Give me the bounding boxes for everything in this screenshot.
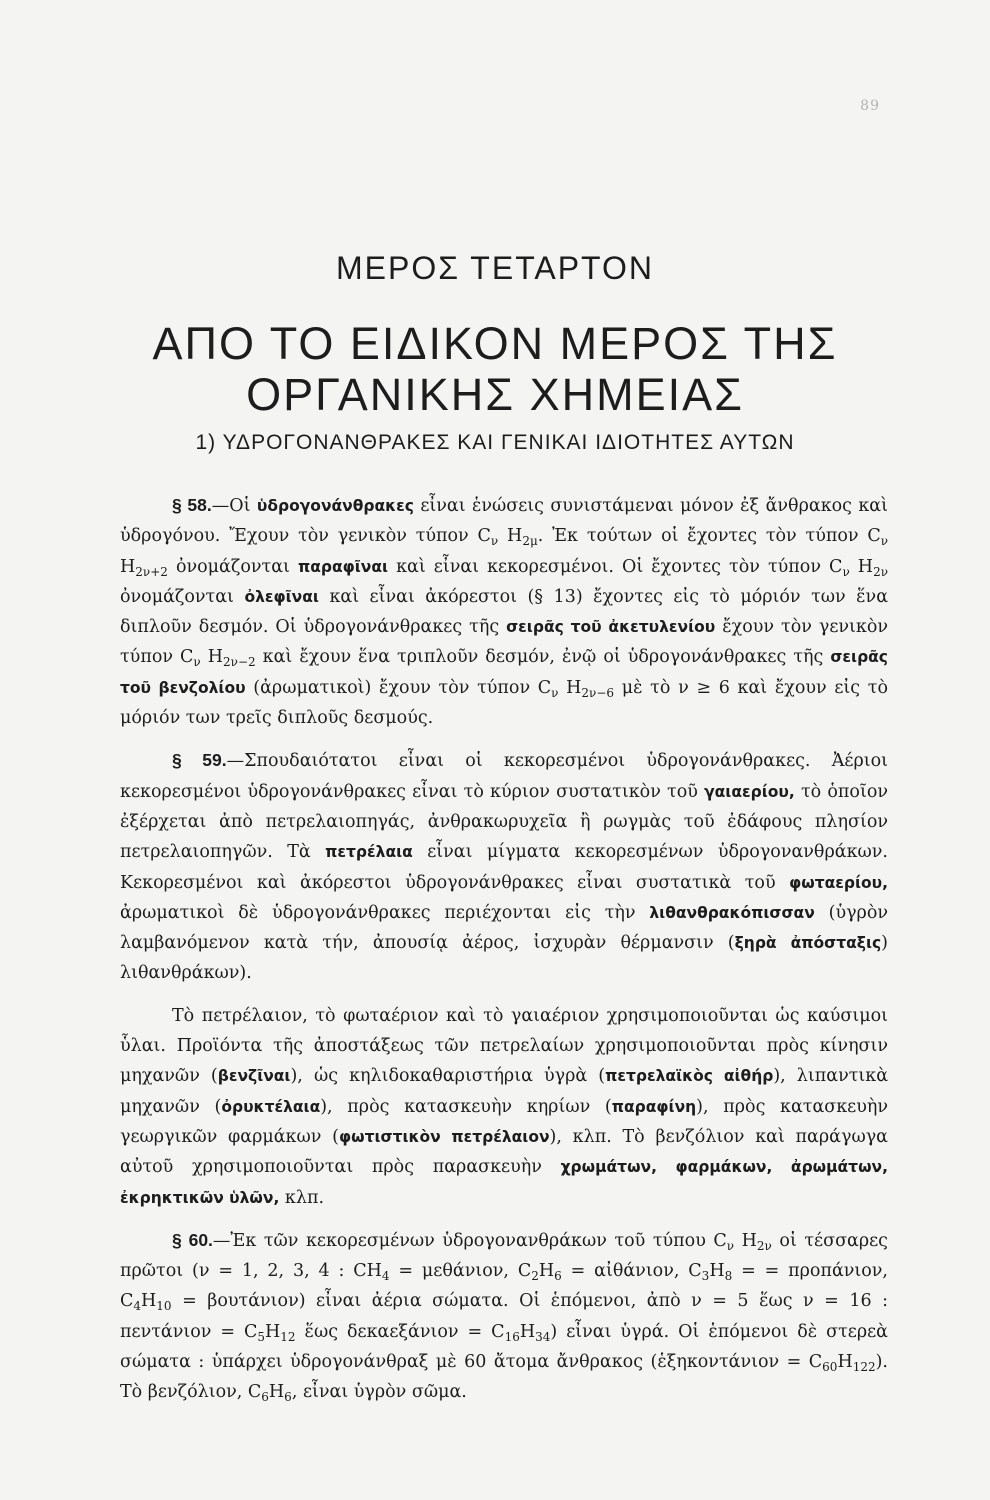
text-run: = μεθάνιον, C <box>389 1261 532 1282</box>
text-run: H <box>265 1321 281 1342</box>
subscript: ν <box>842 564 850 579</box>
text-run: ) εἶναι ὑγρά. Οἱ ἑπόμενοι δὲ στερεὰ σώματα : ὑπάρχει ὑδρογονάνθραξ μὲ 60 ἄτομα ἄνθρακος (ἑξηκοντάνιον = C <box>120 1321 888 1373</box>
paragraph-58 <box>120 490 888 733</box>
text-run: —Ἐκ τῶν κεκορεσμένων ὑδρογονανθράκων τοῦ τύπου C <box>212 1230 727 1251</box>
bold-term: σειρᾶς τοῦ ἀκετυλενίου <box>506 618 716 637</box>
subscript: ν <box>193 655 201 670</box>
subscript: 16 <box>504 1329 520 1344</box>
text-run: οἱ τέσσαρες πρῶτοι (ν = 1, 2, 3, 4 : CH <box>120 1230 888 1282</box>
text-run: ὀνομάζονται <box>167 556 298 577</box>
text-run: (ὑγρὸν λαμβανόμενον κατὰ τήν, ἀπουσίᾳ ἀέρος, ἰσχυρὰν θέρμανσιν ( <box>120 902 888 954</box>
bold-term: σειρᾶς τοῦ βενζολίου <box>120 648 888 697</box>
text-run: H <box>734 1230 757 1251</box>
bold-term: ξηρὰ ἀπόσταξις <box>734 934 882 953</box>
text-run: = βουτάνιον) εἶναι ἀέρια σώματα. Οἱ ἑπόμενοι, ἀπὸ ν = 5 ἕως ν = 16 : πεντάνιον = C <box>120 1291 888 1342</box>
text-run: H <box>141 1291 157 1312</box>
bold-term: χρωμάτων, φαρμάκων, ἀρωμάτων, ἐκρηκτικῶν ὑλῶν, <box>120 1158 888 1207</box>
subscript: 2 <box>531 1269 539 1284</box>
subscript: 3 <box>701 1269 710 1284</box>
text-run: = αἰθάνιον, C <box>561 1261 702 1282</box>
text-run: H <box>120 556 136 577</box>
subscript: 60 <box>822 1360 838 1375</box>
subscript: 34 <box>535 1329 551 1344</box>
text-run: H <box>538 1261 555 1282</box>
text-run: κλπ. <box>279 1187 325 1208</box>
text-run: = = προπάνιον, C <box>120 1261 888 1312</box>
subscript: 5 <box>257 1329 266 1344</box>
subscript: ν <box>490 534 499 549</box>
bold-term: βενζῖναι <box>217 1067 291 1086</box>
chapter-title: 1) ΥΔΡΟΓΟΝΑΝΘΡΑΚΕΣ ΚΑΙ ΓΕΝΙΚΑΙ ΙΔΙΟΤΗΤΕΣ ΑΥΤΩΝ <box>195 431 795 454</box>
paragraph-60 <box>120 1225 888 1408</box>
subscript: 10 <box>156 1299 172 1314</box>
body-text <box>120 490 888 1420</box>
part-title-line-2: ΟΡΓΑΝΙΚΗΣ ΧΗΜΕΙΑΣ <box>246 369 744 420</box>
subscript: 2ν <box>756 1238 772 1253</box>
text-run: —Σπουδαιότατοι εἶναι οἱ κεκορεσμένοι ὑδρογονάνθρακες. Ἀέριοι κεκορεσμένοι ὑδρογονάνθρακες εἶναι τὸ κύριον συστατικὸν τοῦ <box>120 751 888 802</box>
text-run: εἶναι μίγματα κεκορεσμένων ὑδρογονανθράκων. Κεκορεσμένοι καὶ ἀκόρεστοι ὑδρογονάνθρακες εἶναι συστατικὰ τοῦ <box>120 842 888 893</box>
bold-term: πετρέλαια <box>325 843 413 862</box>
part-title-line-1: ΑΠΟ ΤΟ ΕΙΔΙΚΟΝ ΜΕΡΟΣ ΤΗΣ <box>152 318 838 369</box>
part-label: ΜΕΡΟΣ ΤΕΤΑΡΤΟΝ <box>335 250 655 286</box>
subscript: 6 <box>261 1390 269 1405</box>
subscript: 2ν−2 <box>223 655 256 670</box>
subscript: ν <box>551 685 559 700</box>
subscript: 2ν <box>873 564 889 579</box>
text-run: ). Τὸ βενζόλιον, C <box>120 1352 888 1403</box>
text-run: H <box>498 526 523 547</box>
text-run: ἔχουν τὸν γενικὸν τύπον C <box>120 617 888 668</box>
text-run: ), λιπαντικὰ μηχανῶν ( <box>120 1066 889 1117</box>
subscript: 4 <box>381 1269 390 1284</box>
text-run: H <box>558 677 582 698</box>
subscript: 6 <box>554 1269 562 1284</box>
subscript: 6 <box>284 1390 292 1405</box>
subscript: ν <box>726 1238 735 1253</box>
text-run: καὶ εἶναι κεκορεσμένοι. Οἱ ἔχοντες τὸν τύπον C <box>388 556 843 577</box>
bold-term: ὑδρογονάνθρακες <box>256 497 414 515</box>
subscript: 12 <box>280 1329 296 1344</box>
bold-term: παραφίνη <box>611 1097 697 1116</box>
subscript: 4 <box>133 1299 142 1314</box>
bold-term: φωταερίου, <box>789 873 888 892</box>
subscript: 2μ <box>522 534 538 549</box>
bold-term: γαιαερίου, <box>704 782 795 801</box>
text-run: ), κλπ. Τὸ βενζόλιον καὶ παράγωγα αὐτοῦ χρησιμοποιοῦνται πρὸς παρασκευὴν <box>120 1126 888 1178</box>
text-run: καὶ εἶναι ἀκόρεστοι (§ 13) ἔχοντες εἰς τὸ μόριόν των ἕνα διπλοῦν δεσμόν. Οἱ ὑδρογονάνθρακες τῆς <box>120 586 889 638</box>
text-run: (ἀρωματικοὶ) ἔχουν τὸν τύπον C <box>245 677 552 698</box>
text-run: καὶ ἔχουν ἕνα τριπλοῦν δεσμόν, ἐνῷ οἱ ὑδρογονάνθρακες τῆς <box>255 647 831 668</box>
paragraph-59 <box>120 745 888 988</box>
subscript: 2ν+2 <box>135 564 168 579</box>
text-run: H <box>268 1382 285 1403</box>
text-run: ), πρὸς κατασκευὴν κηρίων ( <box>320 1096 612 1117</box>
text-run: μὲ τὸ ν ≥ 6 καὶ ἔχουν εἰς τὸ μόριόν των τρεῖς διπλοῦς δεσμούς. <box>120 677 888 729</box>
bold-term: φωτιστικὸν πετρέλαιον <box>338 1127 550 1146</box>
text-run: τὸ ὁποῖον ἐξέρχεται ἀπὸ πετρελαιοπηγάς, ἀνθρακωρυχεῖα ἢ ρωγμὰς τοῦ ἐδάφους πλησίον πετρελαιοπηγῶν. Τὰ <box>120 781 888 863</box>
paragraph-59-continued <box>120 1001 888 1213</box>
text-run: H <box>837 1352 853 1373</box>
bold-term: πετρελαϊκὸς αἰθήρ <box>605 1067 774 1086</box>
text-run: ) λιθανθράκων). <box>120 933 888 984</box>
text-run: ), ὡς κηλιδοκαθαριστήρια ὑγρὰ ( <box>290 1066 606 1087</box>
bold-term: παραφῖναι <box>297 557 389 576</box>
subscript: 122 <box>852 1360 876 1375</box>
text-run: H <box>200 647 224 668</box>
subscript: 2ν−6 <box>581 685 615 700</box>
subscript: ν <box>880 534 889 549</box>
text-run: ), πρὸς κατασκευὴν γεωργικῶν φαρμάκων ( <box>120 1096 889 1147</box>
text-run: ἕως δεκαεξάνιον = C <box>295 1321 505 1342</box>
text-run: H <box>849 556 874 577</box>
text-run: . Ἐκ τούτων οἱ ἔχοντες τὸν τύπον C <box>537 526 881 547</box>
text-run: ὀνομάζονται <box>120 586 245 607</box>
bold-term: ὀρυκτέλαια <box>221 1097 321 1116</box>
text-run: H <box>519 1321 536 1342</box>
section-number: § 58. <box>172 495 212 515</box>
text-run: —Οἱ <box>211 496 257 516</box>
bold-term: λιθανθρακόπισσαν <box>649 903 815 922</box>
text-run: Τὸ πετρέλαιον, τὸ φωταέριον καὶ τὸ γαιαέριον χρησιμοποιοῦνται ὡς καύσιμοι ὗλαι. Προϊόντα τῆς ἀποστάξεως τῶν πετρελαίων χρησιμοποιοῦνται πρὸς κίνησιν μηχανῶν ( <box>120 1005 888 1087</box>
text-run: , εἶναι ὑγρὸν σῶμα. <box>291 1382 467 1403</box>
page-number: 89 <box>860 98 880 114</box>
section-number: § 60. <box>172 1229 213 1250</box>
text-run: εἶναι ἑνώσεις συνιστάμεναι μόνον ἐξ ἄνθρακος καὶ ὑδρογόνου. Ἔχουν τὸν γενικὸν τύπον C <box>120 496 888 547</box>
text-run: ἀρωματικοὶ δὲ ὑδρογονάνθρακες περιέχονται εἰς τὴν <box>120 902 650 923</box>
bold-term: ὀλεφῖναι <box>244 587 319 606</box>
section-number: § 59. <box>172 750 227 771</box>
subscript: 8 <box>724 1269 733 1284</box>
text-run: H <box>709 1261 725 1282</box>
